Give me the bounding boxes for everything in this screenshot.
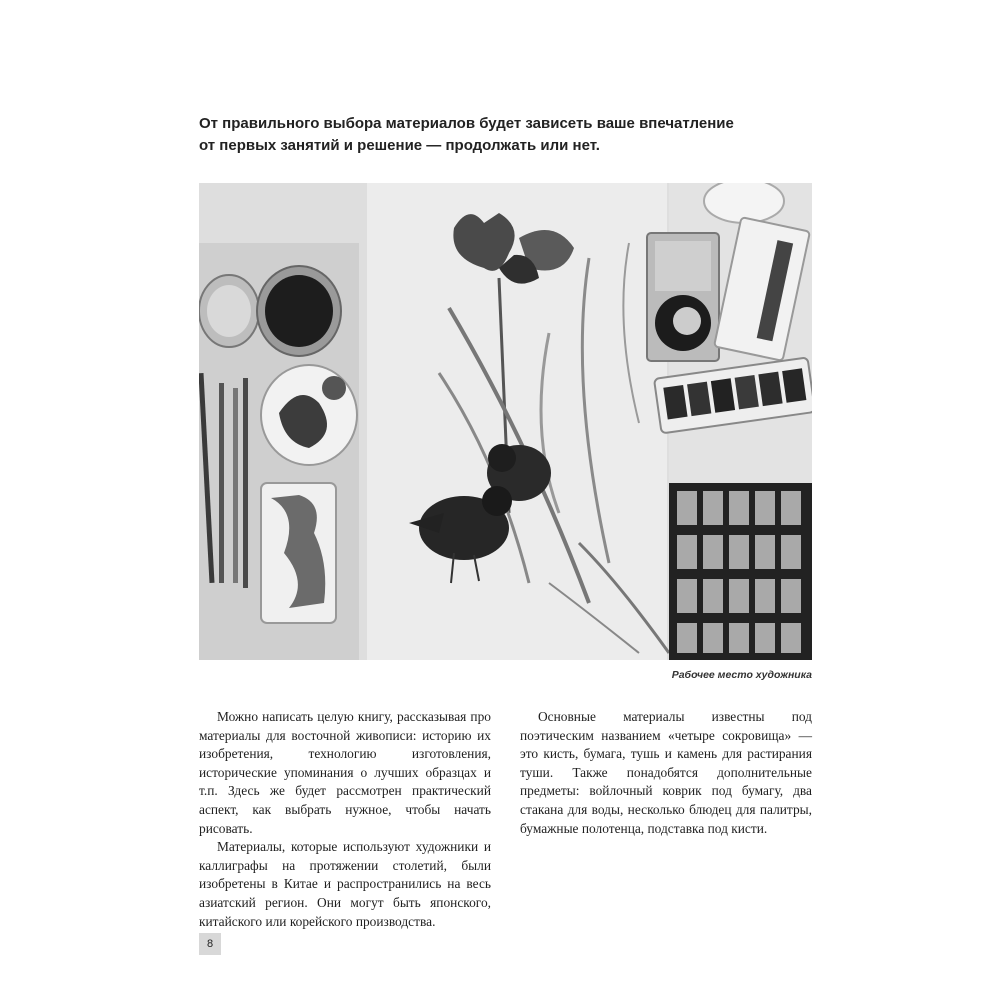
lead-line-2: от первых занятий и решение — продолжать или нет. [199, 137, 600, 154]
page-number: 8 [199, 933, 221, 955]
photo-caption: Рабочее место художника [671, 669, 812, 681]
body-column-right [520, 708, 812, 838]
body-paragraph: Можно написать целую книгу, рассказывая про материалы для восточной живописи: историю их изобретения, технологию изготовления, исторические упоминания о лучших образцах и т.п. Здесь же будет рассмотрен практический аспект, как выбрать нужное, чтобы начать рисовать. [199, 709, 491, 836]
lead-text [199, 113, 819, 157]
body-column-left [199, 708, 491, 931]
body-paragraph: Материалы, которые используют художники и каллиграфы на протяжении столетий, были изобретены в Китае и распространились на весь азиатский регион. Они могут быть японского, китайского или корейского производства. [199, 839, 491, 929]
lead-line-1: От правильного выбора материалов будет зависеть ваше впечатление [199, 115, 734, 132]
workspace-photo [199, 183, 812, 660]
body-paragraph: Основные материалы известны под поэтическим названием «четыре сокровища» — это кисть, бумага, тушь и камень для растирания туши. Также понадобятся дополнительные предметы: войлочный коврик под бумагу, два стакана для воды, несколько блюдец для палитры, бумажные полотенца, подставка под кисти. [520, 709, 812, 836]
